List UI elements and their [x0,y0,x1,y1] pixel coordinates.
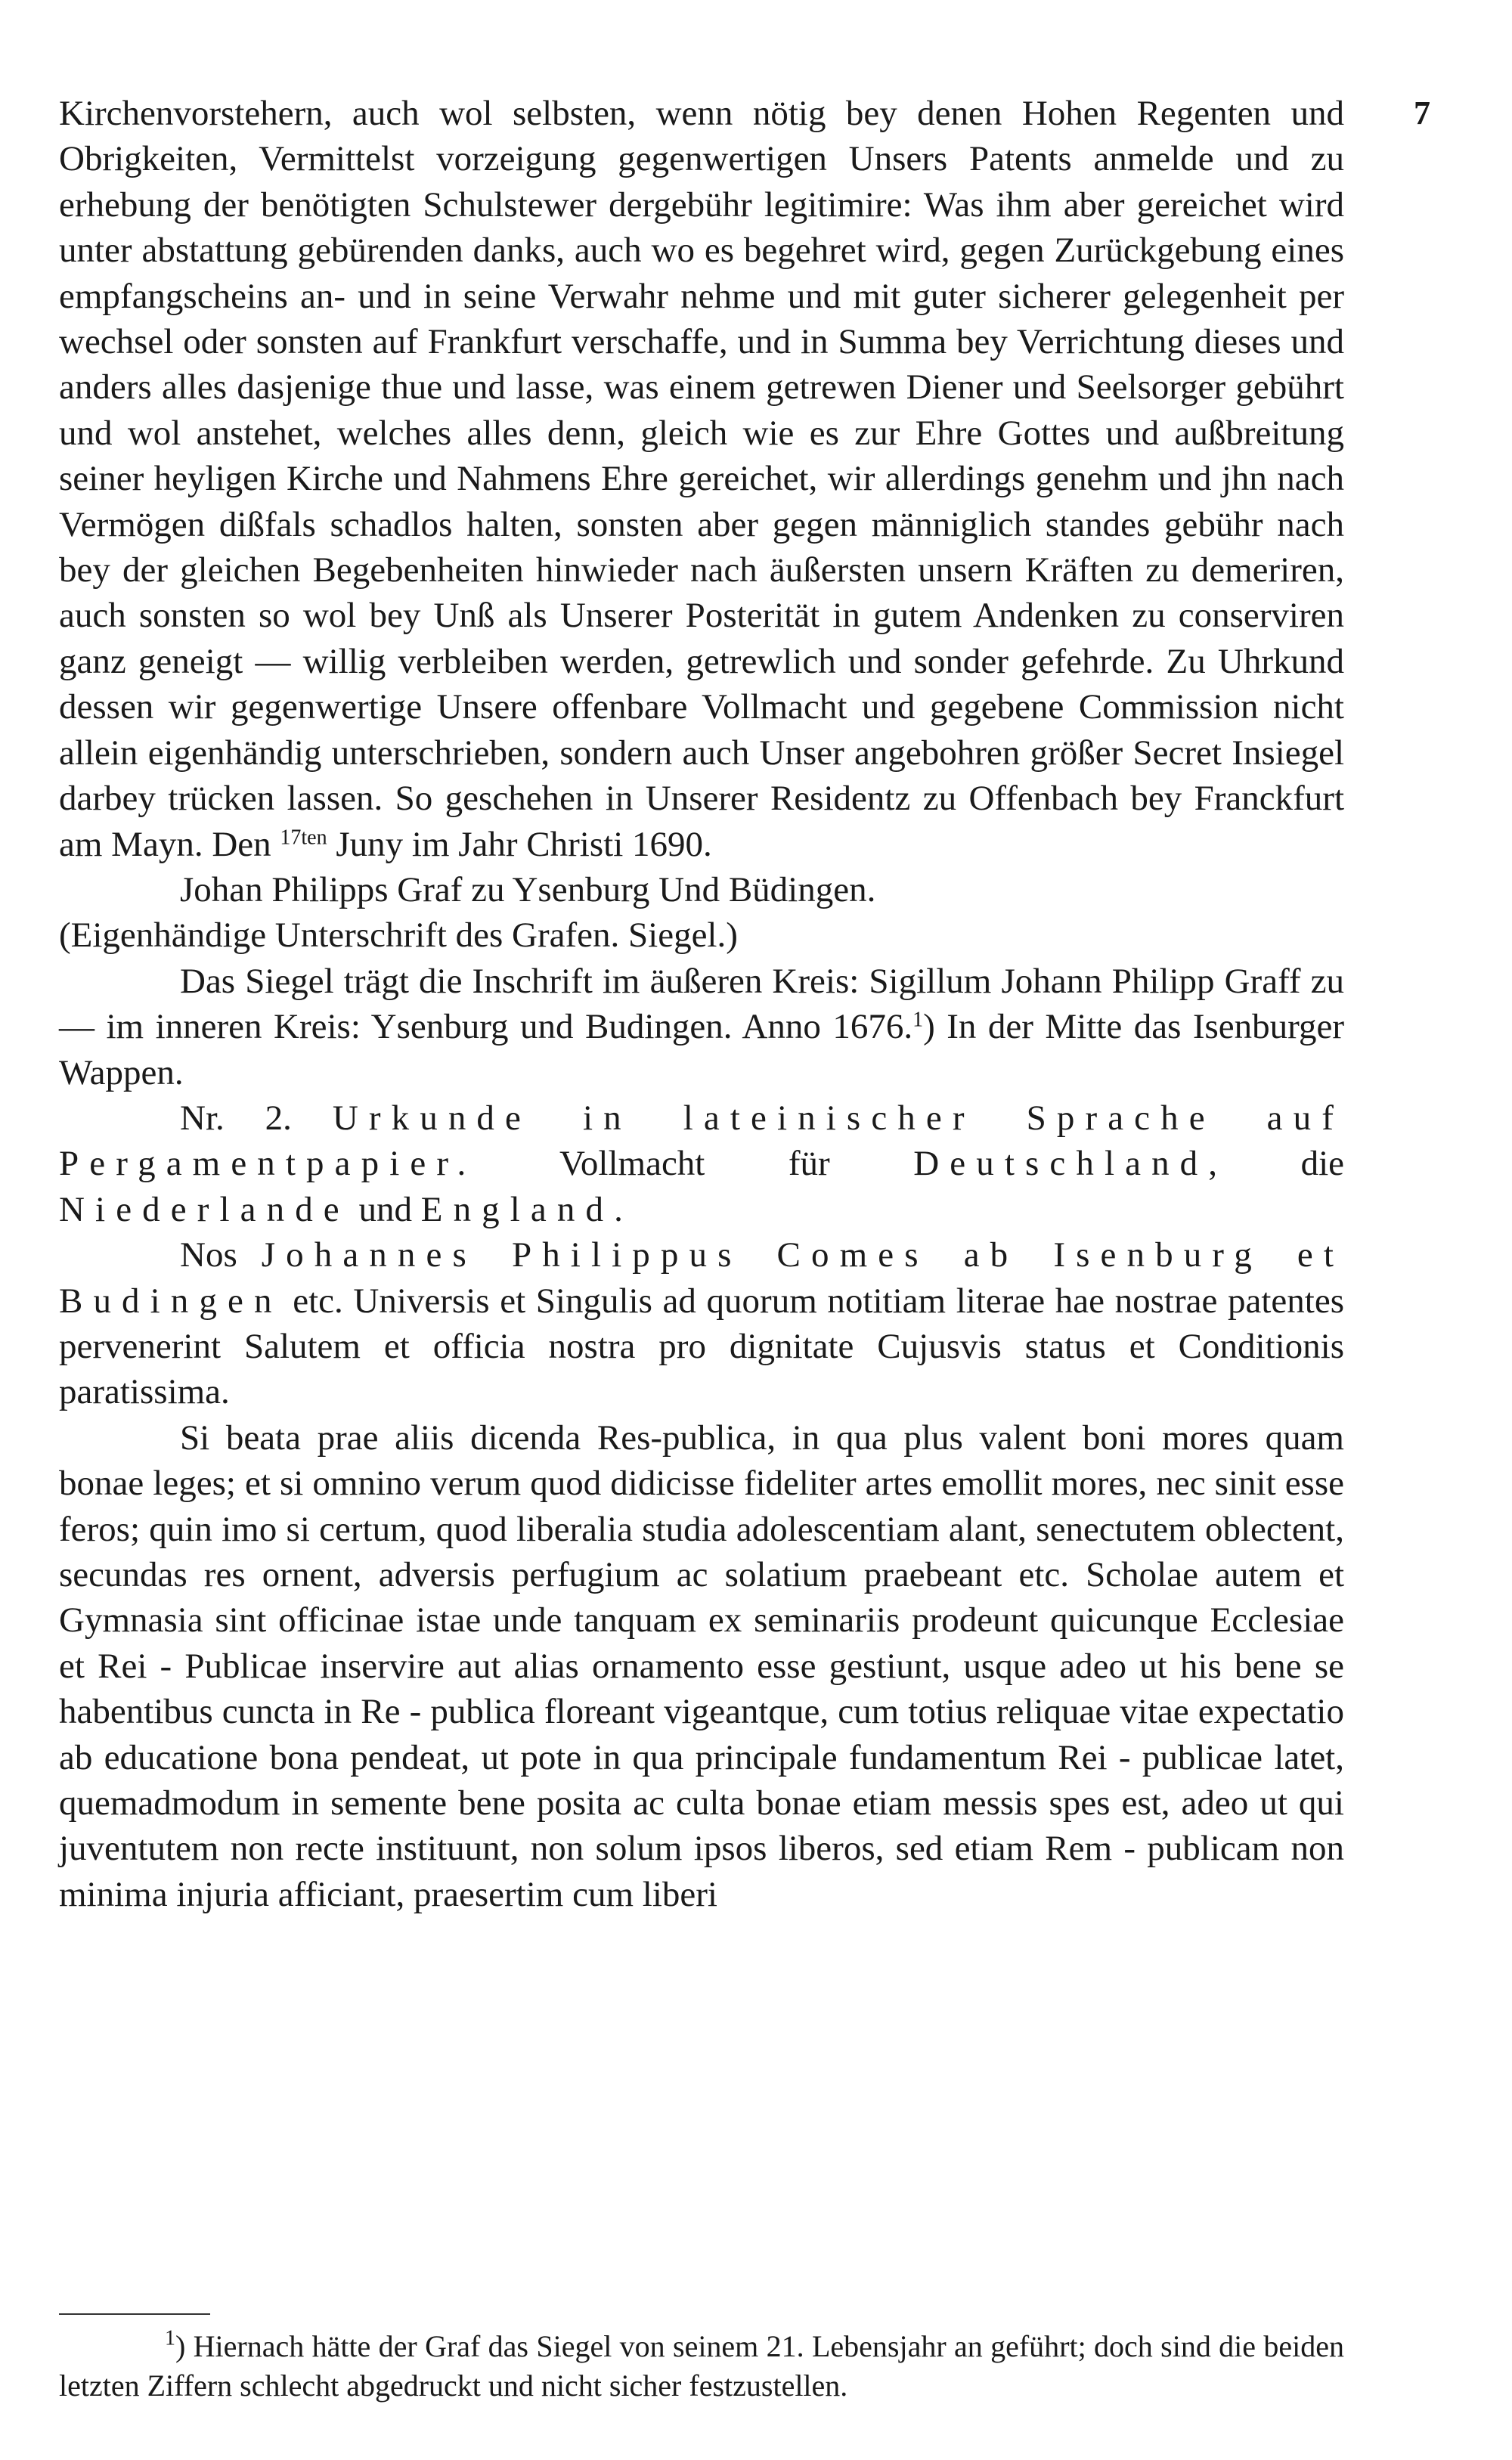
paragraph-letter-continuation [59,91,1344,867]
nr2-text-3: und [349,1189,421,1229]
paragraph-nr2-heading [59,1095,1344,1232]
footnote-divider [59,2313,210,2315]
paragraph-nos [59,1232,1344,1415]
date-superscript: 17ten [280,826,327,850]
nr2-number: Nr. 2. [180,1098,333,1138]
seal-text-end: ) In der Mitte das Isenburger Wappen. [59,1007,1344,1092]
page-number: 7 [1414,94,1430,132]
footnote-text: ) Hiernach hätte der Graf das Siegel von seinem 21. Lebensjahr an geführt; doch sind die beiden letzten Ziffern schlecht abgedruckt und nicht sicher festzustellen. [59,2329,1344,2403]
letter-date-end: Juny im Jahr Christi 1690. [327,824,712,864]
nos-name-spaced: Johannes Philippus Comes ab Isenburg et Budingen [59,1235,1345,1321]
nos-text: etc. Universis et Singulis ad quorum notitiam literae hae nostrae patentes pervenerint Salutem et officia nostra pro dignitate Cujusvis status et Conditionis paratissima. [59,1281,1344,1412]
nr2-text-2: , die [1208,1144,1344,1184]
footnote-reference: 1 [912,1008,924,1032]
signature-note: (Eigenhändige Unterschrift des Grafen. Siegel.) [59,916,738,956]
signature-line: Johan Philipps Graf zu Ysenburg Und Büdingen. [180,869,876,909]
paragraph-si-beata: Si beata prae aliis dicenda Res-publica, in qua plus valent boni mores quam bonae leges; et si omnino verum quod didicisse fideliter artes emollit mores, nec sinit esse feros; quin imo si certum, quod liberalia studia adolescentiam alant, senectutem oblectent, secundas res ornent, adversis perfugium ac solatium praebeant etc. Scholae autem et Gymnasia sint officinae istae unde tanquam ex seminariis prodeunt quicunque Ecclesiae et Rei - Publicae inservire aut alias ornamento esse gestiunt, usque adeo ut his bene se habentibus cuncta in Re - publica floreant vigeantque, cum totius reliquae vitae expectatio ab educatione bona pendeat, ut pote in qua principale fundamentum Rei - publicae latet, quemadmodum in semente bene posita ac culta bonae etiam messis spes est, adeo ut qui juventutem non recte instituunt, non solum ipsos liberos, sed etiam Rem - publicam non minima injuria afficiant, praesertim cum liberi [59,1417,1344,1914]
nos-word: Nos [180,1235,262,1275]
nr2-period: . [614,1189,623,1229]
nr2-text: Vollmacht für [476,1144,914,1184]
nr2-country-2: Niederlande [59,1189,350,1229]
letter-text: Kirchenvorstehern, auch wol selbsten, wenn nötig bey denen Hohen Regenten und Obrigkeiten, Vermittelst vorzeigung gegenwertigen Unsers Patents anmelde und zu erhebung der benötigten Schulstewer dergebühr legitimire: Was ihm aber gereichet wird unter abstattung gebürenden danks, auch wo es begehret wird, gegen Zurückgebung eines empfangscheins an- und in seine Verwahr nehme und mit guter sicherer gelegenheit per wechsel oder sonsten auf Frankfurt verschaffe, und in Summa bey Verrichtung dieses und anders alles dasjenige thue und lasse, was einem getrewen Diener und Seelsorger gebührt und wol anstehet, welches alles denn, gleich wie es zur Ehre Gottes und außbreitung seiner heyligen Kirche und Nahmens Ehre gereichet, wir allerdings genehm und jhn nach Vermögen dißfals schadlos halten, sonsten aber gegen männiglich standes gebühr nach bey der gleichen Begebenheiten hinwieder nach äußersten unsern Kräften zu demeriren, auch sonsten so wol bey Unß als Unserer Posterität in gutem Andenken zu conserviren ganz geneigt — willig verbleiben werden, getrewlich und sonder gefehrde. Zu Uhrkund dessen wir gegenwertige Unsere offenbare Vollmacht und gegebene Commission nicht allein eigenhändig unterschrieben, sondern auch Unser angebohren größer Secret Insiegel darbey trücken lassen. So geschehen in Unserer Residentz zu Offenbach bey Franckfurt am Mayn. Den [59,94,1344,864]
paragraph-seal [59,959,1344,1095]
footnote-1 [59,2327,1344,2406]
main-text [59,91,1344,1917]
footnotes [59,2327,1344,2406]
nr2-title-spaced: Urkunde in lateinischer Sprache auf Pergamentpapier. [59,1098,1344,1184]
footnote-marker: 1 [165,2326,175,2350]
seal-text: Das Siegel trägt die Inschrift im äußeren Kreis: Sigillum Johann Philipp Graff zu — im inneren Kreis: Ysenburg und Budingen. Anno 1676. [59,961,1344,1047]
nr2-country-3: England [420,1189,615,1229]
nr2-country-1: Deutschland [913,1144,1209,1184]
